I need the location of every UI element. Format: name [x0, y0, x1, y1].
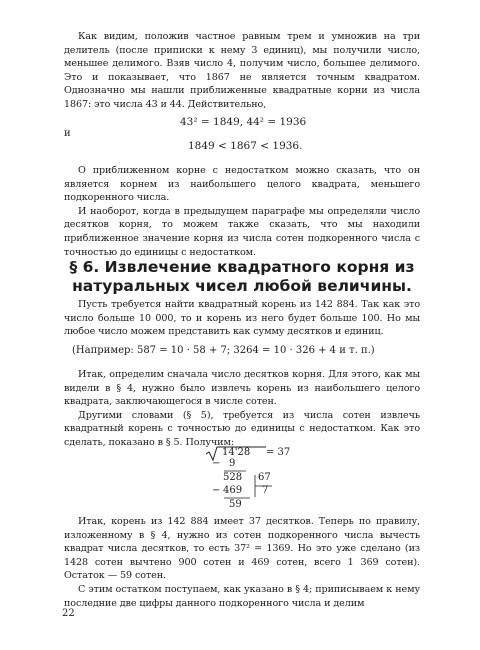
paragraph-5: Итак, определим сначала число десятков корня. Для этого, как мы видели в § 4, нужно было извлечь корень из наибольшего целого квадрата, заключающегося в числе сотен. — [64, 369, 420, 408]
paragraph-group-2 — [64, 164, 420, 259]
paragraph-8: С этим остатком поступаем, как указано в § 4; приписываем к нему последние две цифры данного подкоренного числа и делим — [64, 583, 420, 609]
paragraph-group-5 — [64, 515, 420, 610]
equation-squares: 43² = 1849, 44² = 1936 — [180, 116, 307, 128]
paragraph-3: И наоборот, когда в предыдущем параграфе мы определяли число десятков корня, то можем также сказать, что мы находили приближенное значение корня из числа сотен подкоренного числа с точностью до единицы с недостатком. — [64, 205, 420, 258]
paragraph-7: Итак, корень из 142 884 имеет 37 десятков. Теперь по правилу, изложенному в § 4, нужно из сотен подкоренного числа вычесть квадрат числа десятков, то есть 37² = 1369. Но это уже сделано (из 1428 сотен вычтено 900 сотен и 469 сотен, всего 1 369 сотен). Остаток — 59 сотен. — [64, 516, 420, 582]
paragraph-intro — [64, 30, 420, 112]
subtrahend-2: 469 — [223, 485, 243, 496]
partial-remainder: 528 — [223, 472, 243, 483]
multiplier-digit: 7 — [262, 485, 269, 496]
minus-sign-1: − — [212, 458, 221, 469]
paragraph-6: Другими словами (§ 5), требуется из числа сотен извлечь квадратный корень с точностью до единицы с недостатком. Как это сделать, показано в § 5. Получим: — [64, 409, 420, 448]
trial-divisor: 67 — [258, 472, 271, 483]
radicand: 14'28 — [222, 447, 251, 458]
paragraph-group-4 — [64, 368, 420, 450]
root-result: = 37 — [266, 447, 291, 458]
equation-inequality: 1849 < 1867 < 1936. — [188, 140, 303, 152]
paragraph-4: Пусть требуется найти квадратный корень из 142 884. Так как это число больше 10 000, то и корень из него будет больше 100. Но мы любое число можем представить как сумму десятков и единиц. — [64, 299, 420, 338]
paragraph-group-3 — [64, 298, 420, 339]
remainder: 59 — [229, 499, 242, 510]
minus-sign-2: − — [212, 485, 221, 496]
example-line: (Например: 587 = 10 · 58 + 7; 3264 = 10 · 326 + 4 и т. п.) — [72, 345, 375, 356]
conjunction-and: и — [64, 128, 71, 139]
paragraph-2: О приближенном корне с недостатком можно сказать, что он является корнем из наибольшего целого квадрата, меньшего подкоренного числа. — [64, 165, 420, 204]
section-heading: § 6. Извлечение квадратного корня из натуральных чисел любой величины. — [69, 258, 415, 295]
subtrahend-1: 9 — [229, 458, 236, 469]
page-number: 22 — [62, 608, 75, 619]
paragraph-1: Как видим, положив частное равным трем и умножив на три делитель (после приписки к нему 3 единиц), мы получили число, меньшее делимого. Взяв число 4, получим число, большее делимого. Это и показывает, что 1867 не является точным квадратом. Однозначно мы нашли приближенные квадратные корни из числа 1867: это числа 43 и 44. Действительно, — [64, 31, 420, 110]
